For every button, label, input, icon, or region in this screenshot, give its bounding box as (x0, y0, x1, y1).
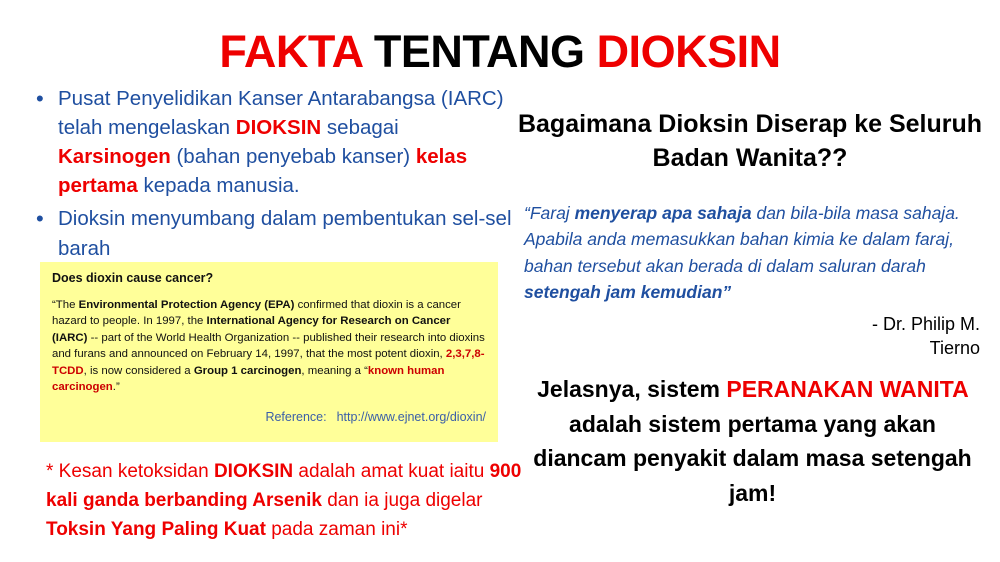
bullet1-keyword-karsinogen: Karsinogen (58, 145, 171, 169)
infobox-reference (52, 410, 486, 424)
title-part-fakta: FAKTA (219, 26, 374, 77)
bullet1-text-post: kepada manusia. (137, 174, 300, 198)
bullet2-text: Dioksin menyumbang dalam pembentukan sel-sel barah (58, 207, 512, 260)
toxicity-bold-dioksin: DIOKSIN (213, 461, 294, 482)
infobox-text-2: -- part of the World Health Organization -- published their research into dioxins and furans and announced on February 14, 1997, that the most potent dioxin, (52, 331, 485, 361)
page-title (0, 26, 1000, 78)
toxicity-bold-toksin-kuat: Toksin Yang Paling Kuat (46, 518, 266, 540)
title-part-tentang: TENTANG (373, 26, 597, 77)
bullet1-keyword-kelas-pertama: kelas pertama (58, 145, 468, 198)
list-item (34, 84, 514, 200)
infobox-text-4: , meaning a “ (301, 364, 368, 377)
toxicity-text-4: pada zaman ini* (265, 518, 408, 540)
toxicity-text-1: * Kesan ketoksidan (46, 461, 214, 482)
infobox-bold-known-carcinogen: known human carcinogen (52, 364, 445, 394)
attribution-line-1: - Dr. Philip M. (871, 314, 980, 334)
quote-bold-setengah-jam: setengah jam kemudian” (524, 281, 732, 302)
toxicity-statement (46, 458, 546, 545)
infobox-text-5: .” (112, 381, 120, 394)
quote-text-1: “Faraj (524, 203, 575, 223)
title-part-dioksin: DIOKSIN (596, 26, 781, 77)
bullet1-text-mid1: sebagai (321, 116, 399, 140)
toxicity-bold-900x: 900 kali ganda berbanding Arsenik (46, 461, 522, 511)
infobox-bold-epa: Environmental Protection Agency (EPA) (78, 299, 295, 311)
bullet1-text-mid2: (bahan penyebab kanser) (170, 145, 416, 169)
expert-quote (524, 200, 976, 305)
infobox-open-quote: “The (52, 299, 79, 311)
closing-statement (520, 372, 985, 510)
closing-text-1: Jelasnya, sistem (537, 376, 727, 402)
reference-url[interactable]: http://www.ejnet.org/dioxin/ (336, 409, 486, 424)
left-content-column (34, 84, 514, 267)
infobox-bold-tcdd: 2,3,7,8-TCDD (52, 348, 485, 377)
infobox-text-3: , is now considered a (83, 364, 194, 377)
reference-label: Reference: (265, 409, 327, 424)
toxicity-text-3: dan ia juga digelar (321, 489, 483, 511)
bullet1-text-pre: Pusat Penyelidikan Kanser Antarabangsa (IARC) telah mengelaskan (58, 87, 504, 140)
toxicity-text-2: adalah amat kuat iaitu (293, 461, 490, 482)
attribution-line-2: Tierno (929, 338, 980, 359)
bullet-list (34, 84, 514, 263)
quote-bold-menyerap: menyerap apa sahaja (574, 203, 752, 223)
infobox-heading: Does dioxin cause cancer? (52, 271, 214, 285)
closing-text-2: adalah sistem pertama yang akan diancam penyakit dalam masa setengah jam! (533, 410, 972, 506)
infobox-bold-iarc: International Agency for Research on Cancer (IARC) (52, 315, 451, 344)
list-item (34, 204, 514, 262)
right-column-heading: Bagaimana Dioksin Diserap ke Seluruh Badan Wanita?? (517, 110, 983, 172)
infobox-body (52, 297, 486, 396)
dioxin-cancer-infobox (40, 262, 498, 442)
closing-highlight-peranakan-wanita: PERANAKAN WANITA (726, 376, 968, 402)
quote-text-2: dan bila-bila masa sahaja. Apabila anda memasukkan bahan kimia ke dalam faraj, bahan tersebut akan berada di dalam saluran darah (524, 203, 960, 276)
quote-attribution (600, 312, 980, 361)
infobox-bold-group1: Group 1 carcinogen (193, 364, 302, 377)
infobox-text-1: confirmed that dioxin is a cancer hazard to people. In 1997, the (52, 299, 461, 328)
bullet1-keyword-dioksin: DIOKSIN (235, 116, 322, 140)
